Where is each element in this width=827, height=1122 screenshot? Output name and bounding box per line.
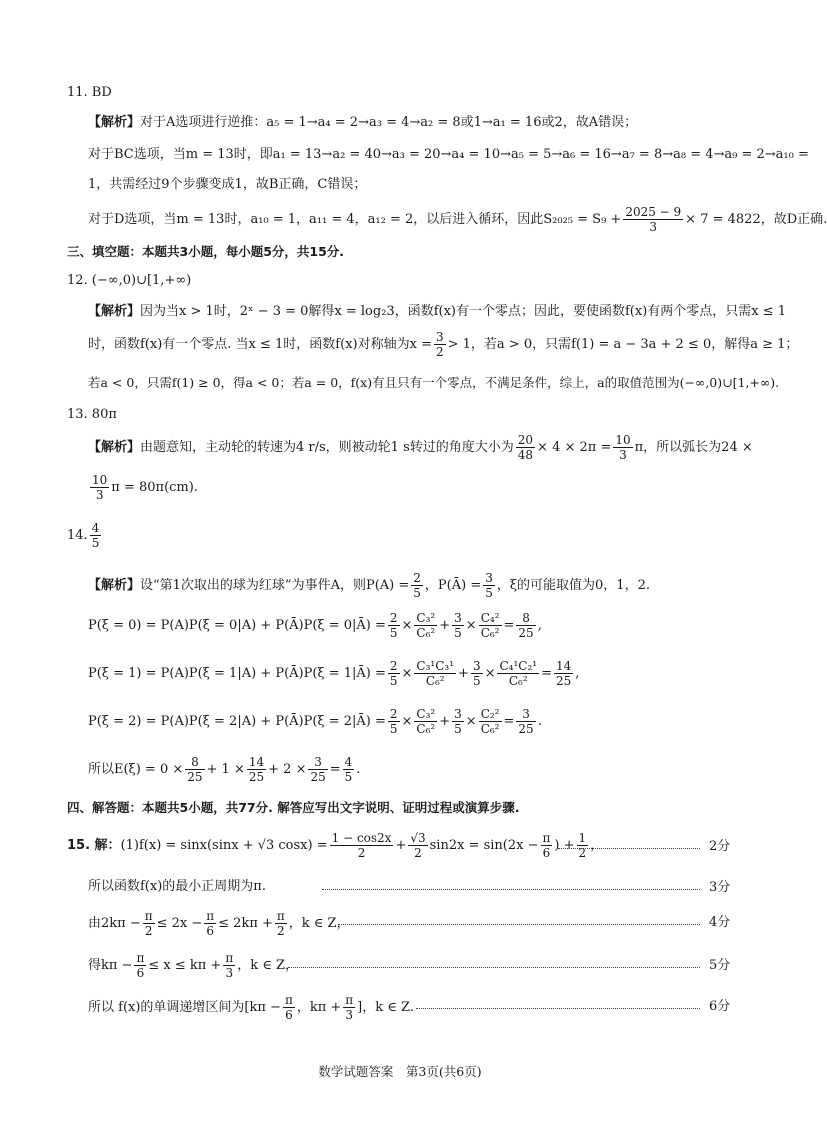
q11-line3: 1，共需经过9个步骤变成1，故B正确，C错误；	[88, 177, 367, 192]
leader-dots	[416, 1008, 700, 1009]
section-heading-3: 三、填空题：本题共3小题，每小题5分，共15分.	[67, 244, 345, 259]
q14-eq-xi2: P(ξ = 2) = P(A)P(ξ = 2|A) + P(Ā)P(ξ = 2|Ā) = $\frac{2}{5}$ × $\frac{\text{C₃²}}{\text{C₆²}}$ + $\frac{3}{5}$ × $\frac{\text{C₂²}}{\text{C₆²}}$ = $\frac{3}{25}$ .	[88, 707, 542, 736]
score-label: 6分	[709, 999, 731, 1014]
fraction: $\frac{4}{5}$	[91, 521, 100, 550]
analysis-tag: 【解析】	[88, 578, 141, 593]
q15-line1: 15. 解：(1)f(x) = sinx(sinx + √3 cosx) = $\frac{1 - \cos 2x}{2}$ + $\frac{√3}{2}$ sin2x = sin(2x − $\frac{\pi}{6}$ ) + $\frac{1}{2}$ ，	[67, 831, 604, 860]
q15-line2: 所以函数f(x)的最小正周期为π.	[88, 879, 266, 894]
q14-answer: 14. $\frac{4}{5}$	[67, 521, 100, 550]
q13-line2: $\frac{10}{3}$ π = 80π(cm).	[92, 473, 198, 502]
section-heading-4: 四、解答题：本题共5小题，共77分. 解答应写出文字说明、证明过程或演算步骤.	[67, 800, 520, 815]
q14-eq-xi0: P(ξ = 0) = P(A)P(ξ = 0|A) + P(Ā)P(ξ = 0|Ā) = $\frac{2}{5}$ × $\frac{\text{C₃²}}{\text{C₆²}}$ + $\frac{3}{5}$ × $\frac{\text{C₄²}}{\text{C₆²}}$ = $\frac{8}{25}$ ,	[88, 611, 542, 640]
analysis-tag: 【解析】	[88, 115, 141, 130]
analysis-tag: 【解析】	[88, 440, 141, 455]
q14-eq-xi1: P(ξ = 1) = P(A)P(ξ = 1|A) + P(Ā)P(ξ = 1|Ā) = $\frac{2}{5}$ × $\frac{\text{C₃¹C₃¹}}{\text{C₆²}}$ + $\frac{3}{5}$ × $\frac{\text{C₄¹C₂¹}}{\text{C₆²}}$ = $\frac{14}{25}$ ,	[88, 659, 580, 688]
leader-dots	[558, 848, 700, 849]
fraction: $\frac{2025 - 9}{3}$	[625, 205, 682, 234]
q14-expectation: 所以E(ξ) = 0 × $\frac{8}{25}$ + 1 × $\frac{14}{25}$ + 2 × $\frac{3}{25}$ = $\frac{4}{5}$ .	[88, 755, 361, 784]
score-label: 4分	[709, 915, 731, 930]
fraction: $\frac{20}{48}$	[517, 433, 534, 462]
q15-line4: 得kπ − $\frac{\pi}{6}$ ≤ x ≤ kπ + $\frac{\pi}{3}$ ，k ∈ Z，	[88, 951, 299, 980]
q11-line4: 对于D选项，当m = 13时，a₁₀ = 1，a₁₁ = 4，a₁₂ = 2，以后进入循环，因此S₂₀₂₅ = S₉ + $\frac{2025 - 9}{3}$ × 7 = 4822，故D正确.	[88, 205, 827, 234]
q13-answer: 13. 80π	[67, 407, 117, 422]
score-label: 5分	[709, 958, 731, 973]
score-label: 2分	[709, 839, 731, 854]
leader-dots	[338, 924, 700, 925]
q11-answer: 11. BD	[67, 85, 112, 100]
leader-dots	[322, 889, 700, 890]
q12-line3: 若a < 0，只需f(1) ≥ 0，得a < 0；若a = 0，f(x)有且只有一个零点，不满足条件，综上，a的取值范围为(−∞,0)∪[1,+∞).	[88, 375, 780, 390]
q11-line2: 对于BC选项，当m = 13时，即a₁ = 13→a₂ = 40→a₃ = 20→a₄ = 10→a₅ = 5→a₆ = 16→a₇ = 8→a₈ = 4→a₉ = 2→a₁₀ =	[88, 147, 809, 162]
fraction: $\frac{10}{3}$	[615, 433, 631, 462]
q15-line5: 所以 f(x)的单调递增区间为[kπ − $\frac{\pi}{6}$ ，kπ + $\frac{\pi}{3}$ ]，k ∈ Z.	[88, 993, 414, 1022]
fraction: $\frac{3}{2}$	[435, 330, 444, 359]
q12-answer: 12. (−∞,0)∪[1,+∞)	[67, 273, 192, 288]
page-footer: 数学试题答案 第3页(共6页)	[318, 1064, 482, 1079]
q11-line1: 【解析】对于A选项进行逆推：a₅ = 1→a₄ = 2→a₃ = 4→a₂ = 8或1→a₁ = 16或2，故A错误；	[88, 115, 638, 130]
fraction: $\frac{10}{3}$	[92, 473, 108, 502]
analysis-tag: 【解析】	[88, 304, 141, 319]
q13-line1: 【解析】由题意知，主动轮的转速为4 r/s，则被动轮1 s转过的角度大小为 $\frac{20}{48}$ × 4 × 2π = $\frac{10}{3}$ π，所以弧长为24 ×	[88, 433, 753, 462]
q14-line1: 【解析】设“第1次取出的球为红球”为事件A，则P(A) = $\frac{2}{5}$ ，P(Ā) = $\frac{3}{5}$ ，ξ的可能取值为0，1，2.	[88, 571, 650, 600]
fraction: $\frac{3}{5}$	[485, 571, 493, 600]
q12-line2: 时，函数f(x)有一个零点. 当x ≤ 1时，函数f(x)对称轴为x = $\frac{3}{2}$ > 1，若a > 0，只需f(1) = a − 3a + 2 ≤ 0，解得a ≥ 1；	[88, 330, 799, 359]
leader-dots	[288, 967, 700, 968]
q12-line1: 【解析】因为当x > 1时，2ˣ − 3 = 0解得x = log₂3，函数f(x)有一个零点；因此，要使函数f(x)有两个零点，只需x ≤ 1	[88, 304, 787, 319]
fraction: $\frac{2}{5}$	[413, 571, 421, 600]
q15-line3: 由2kπ − $\frac{\pi}{2}$ ≤ 2x − $\frac{\pi}{6}$ ≤ 2kπ + $\frac{\pi}{2}$ ，k ∈ Z，	[88, 909, 350, 938]
score-label: 3分	[709, 880, 731, 895]
